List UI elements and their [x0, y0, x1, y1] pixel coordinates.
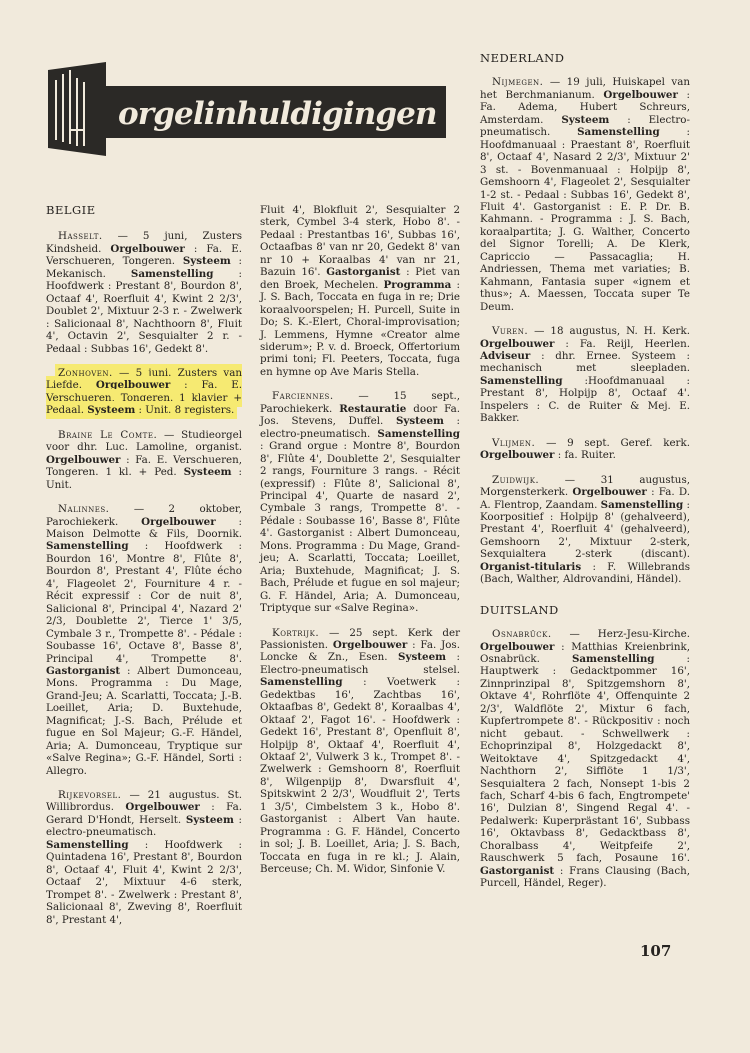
column-1 — [46, 204, 242, 938]
entry-nijmegen: Nijmegen. — 19 juli, Huiskapel van het Berchmanianum. Orgelbouwer : Fa. Adema, Hubert Schreurs, Amsterdam. Systeem : Electro-pneumatisch. Samenstelling : Hoofdmanuaal : Praestant 8', Roerfluit 8', Octaaf 4', Nasard 2 2/3', Mixtuur 2' 3 st. - Bovenmanuaal : Holpijp 8', Gemshoorn 4', Flageolet 2', Sesquialter 1-2 st. - Pedaal : Subbas 16', Gedekt 8', Fluit 4'. Gastorganist : E. P. Dr. B. Kahmann. - Programma : J. S. Bach, koraalpartita; J. G. Walther, Concerto del Signor Torelli; A. De Klerk, Capriccio — Passacaglia; H. Andriessen, Thema met variaties; B. Kahmann, Fantasia super «ignem et thus»; A. Maessen, Toccata super Te Deum. — [480, 76, 690, 313]
column-3 — [480, 52, 690, 902]
page-number: 107 — [640, 942, 672, 960]
entry-braine-le-comte: Braine Le Comte. — Studieorgel voor dhr. Luc. Lamoline, organist. Orgelbouwer : Fa. E. Verschueren, Tongeren. 1 kl. + Ped. Systeem : Unit. — [46, 428, 243, 491]
entry-rijkevorsel-continued: Fluit 4', Blokfluit 2', Sesquialter 2 sterk, Cymbel 3-4 sterk, Hobo 8'. - Pedaal : Prestantbas 16', Subbas 16', Octaafbas 8' van nr 20, Gedekt 8' van nr 10 + Koraalbas 4' van nr 21, Bazuin 16'. Gastorganist : Piet van den Broek, Mechelen. Programma : J. S. Bach, Toccata en fuga in re; Drie koraalvoorspelen; H. Purcell, Suite in Do; S. K.-Elert, Choral-improvisation; J. Lemmens, Hymne «Creator alme siderum»; P. v. d. Broeck, Offertorium primi toni; Fl. Peeters, Toccata, fuga en hymne op Ave Maris Stella. — [260, 204, 460, 378]
entry-osnabrueck: Osnabrück. — Herz-Jesu-Kirche. Orgelbouwer : Matthias Kreienbrink, Osnabrück. Samenstelling : Hauptwerk : Gedacktpommer 16', Zinnprinzipal 8', Spitzgemshorn 8', Oktave 4', Rohrflöte 4', Offenquinte 2 2/3', Waldflöte 2', Mixtur 6 fach, Kupfertrompete 8'. - Rückpositiv : noch nicht gebaut. - Schwellwerk : Echoprinzipal 8', Holzgedackt 8', Weitoktave 4', Spitzgedackt 4', Nachthorn 2', Sifflöte 1 1/3', Sesquialtera 2 fach, Nonsept 1-bis 2 fach, Scharf 4-bis 6 fach, Engtrompete' 16', Dulzian 8', Singend Regal 4'. - Pedalwerk: Kuperprästant 16', Subbass 16', Oktavbass 8', Gedacktbass 8', Choralbass 4', Weitpfeife 2', Rauschwerk 5 fach, Posaune 16'. Gastorganist : Frans Clausing (Bach, Purcell, Händel, Reger). — [480, 628, 690, 890]
entry-farciennes: Farciennes. — 15 sept., Parochiekerk. Restauratie door Fa. Jos. Stevens, Duffel. Systeem : electro-pneumatisch. Samenstelling : Grand orgue : Montre 8', Bourdon 8', Flûte 4', Doublette 2', Sesquialter 2 rangs, Fourniture 3 rangs. - Récit (expressif) : Flûte 8', Salicional 8', Principal 4', Quarte de nasard 2', Cymbale 3 rangs, Trompette 8'. - Pédale : Soubasse 16', Basse 8', Flûte 4'. Gastorganist : Albert Dumonceau, Mons. Programma : Du Mage, Grand-jeu; A. Scarlatti, Toccata; Loeillet, Aria; Buxtehude, Magnificat; J. S. Bach, Prélude et fugue en sol majeur; G. F. Händel, Aria; A. Dumonceau, Triptyque sur «Salve Regina». — [260, 390, 460, 615]
banner-graphic — [46, 60, 448, 160]
column-2 — [260, 204, 460, 888]
heading-duitsland: DUITSLAND — [480, 602, 559, 617]
heading-belgie: BELGIE — [46, 203, 96, 217]
entry-zonhoven: Zonhoven. — 5 juni. Zusters van Liefde. Orgelbouwer : Fa. E. Verschueren, Tongeren. 1 klavier + Pedaal. Systeem : Unit. 8 registers. — [46, 366, 242, 417]
entry-zuidwijk: Zuidwijk. — 31 augustus, Morgensterkerk. Orgelbouwer : Fa. D. A. Flentrop, Zaandam. Samenstelling : Koorpositief : Holpijp 8' (gehalveerd), Prestant 4', Roerfluit 4' (gehalveerd), Gemshoorn 2', Mixtuur 2-sterk, Sexquialtera 2-sterk (discant). Organist-titularis : F. Willebrands (Bach, Walther, Aldrovandini, Händel). — [480, 473, 690, 586]
entry-vlijmen: Vlijmen. — 9 sept. Geref. kerk. Orgelbouwer : fa. Ruiter. — [480, 436, 690, 462]
entry-nalinnes: Nalinnes. — 2 oktober, Parochiekerk. Orgelbouwer : Maison Delmotte & Fils, Doornik. Samenstelling : Hoofdwerk : Bourdon 16', Montre 8', Flûte 8', Bourdon 8', Prestant 4', Flûte écho 4', Flageolet 2', Fourniture 4 r. - Récit expressif : Cor de nuit 8', Salicional 8', Principal 4', Nazard 2' 2/3, Doublette 2', Tierce 1' 3/5, Cymbale 3 r., Trompette 8'. - Pédale : Soubasse 16', Octave 8', Basse 8', Principal 4', Trompette 8'. Gastorganist : Albert Dumonceau, Mons. Programma : Du Mage, Grand-Jeu; A. Scarlatti, Toccata; J.-B. Loeillet, Aria; D. Buxtehude, Magnificat; J.-S. Bach, Prélude et fugue en Sol Majeur; G.-F. Händel, Aria; A. Dumonceau, Tryptique sur «Salve Regina»; G.-F. Händel, Sorti : Allegro. — [46, 503, 242, 777]
entry-vuren: Vuren. — 18 augustus, N. H. Kerk. Orgelbouwer : Fa. Reijl, Heerlen. Adviseur : dhr. Ernee. Systeem : mechanisch met sleepladen. Samenstelling :Hoofdmanuaal : Prestant 8', Holpijp 8', Octaaf 4'. Inspelers : C. de Ruiter & Mej. E. Bakker. — [480, 325, 690, 425]
entry-kortrijk: Kortrijk. — 25 sept. Kerk der Passionisten. Orgelbouwer : Fa. Jos. Loncke & Zn., Esen. Systeem : Electro-pneumatisch stelsel. Samenstelling : Voetwerk : Gedektbas 16', Zachtbas 16', Oktaafbas 8', Gedekt 8', Koraalbas 4', Oktaaf 2', Fagot 16'. - Hoofdwerk : Gedekt 16', Prestant 8', Openfluit 8', Holpijp 8', Oktaaf 4', Roerfluit 4', Oktaaf 2', Vulwerk 3 k., Trompet 8'. - Zwelwerk : Gemshoorn 8', Roerfluit 8', Wilgenpijp 8', Dwarsfluit 4', Spitskwint 2 2/3', Woudfluit 2', Terts 1 3/5', Cimbelstem 3 k., Hobo 8'. Gastorganist : Albert Van haute. Programma : G. F. Händel, Concerto in sol; J. B. Loeillet, Aria; J. S. Bach, Toccata en fuga in re kl.; J. Alain, Berceuse; Ch. M. Widor, Sinfonie V. — [260, 626, 460, 876]
heading-nederland: NEDERLAND — [480, 51, 565, 65]
entry-hasselt: Hasselt. — 5 juni, Zusters Kindsheid. Orgelbouwer : Fa. E. Verschueren, Tongeren. Systeem : Mekanisch. Samenstelling : Hoofdwerk : Prestant 8', Bourdon 8', Octaaf 4', Roerfluit 4', Kwint 2 2/3', Doublet 2', Mixtuur 2-3 r. - Zwelwerk : Salicionaal 8', Nachthoorn 8', Fluit 4', Octavin 2', Sesquialter 2 r. - Pedaal : Subbas 16', Gedekt 8'. — [46, 230, 242, 355]
orgel-banner — [46, 60, 448, 160]
banner-title: orgelinhuldigingen — [118, 96, 438, 132]
entry-rijkevorsel: Rijkevorsel. — 21 augustus. St. Willibrordus. Orgelbouwer : Fa. Gerard D'Hondt, Herselt. Systeem : electro-pneumatisch. Samenstelling : Hoofdwerk : Quintadena 16', Prestant 8', Bourdon 8', Octaaf 4', Fluit 4', Kwint 2 2/3', Octaaf 2', Mixtuur 4-6 sterk, Trompet 8'. - Zwelwerk : Prestant 8', Salicionaal 8', Zweving 8', Roerfluit 8', Prestant 4', — [46, 789, 243, 926]
